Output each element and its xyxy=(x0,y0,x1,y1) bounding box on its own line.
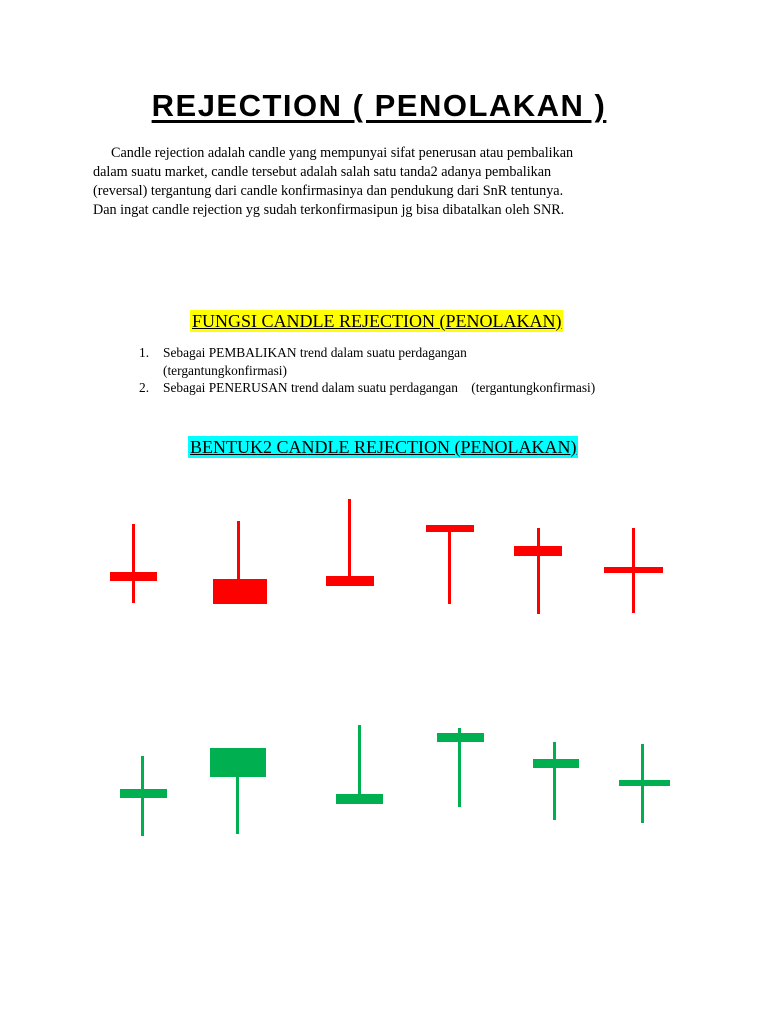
section-heading-fungsi: FUNGSI CANDLE REJECTION (PENOLAKAN) xyxy=(192,311,562,331)
list-text: Sebagai PEMBALIKAN trend dalam suatu perdagangan xyxy=(163,345,467,360)
green-candle-3 xyxy=(336,725,383,804)
green-candle-row xyxy=(120,725,670,836)
page-title: REJECTION ( PENOLAKAN ) xyxy=(151,88,607,123)
red-candle-5 xyxy=(514,528,562,614)
red-candle-4 xyxy=(426,525,474,604)
list-text-continuation: (tergantungkonfirmasi) xyxy=(163,362,287,378)
list-number: 2. xyxy=(139,380,150,395)
green-candle-4 xyxy=(437,728,484,807)
intro-line: (reversal) tergantung dari candle konfirmasinya dan pendukung dari SnR tentunya. xyxy=(93,183,564,199)
red-candle-3 xyxy=(326,499,374,586)
green-candle-1 xyxy=(120,756,167,836)
green-candle-2 xyxy=(210,748,266,834)
green-candle-5 xyxy=(533,742,579,820)
red-candle-row xyxy=(110,499,663,614)
intro-line: Candle rejection adalah candle yang mempunyai sifat penerusan atau pembalikan xyxy=(111,145,574,161)
red-candle-1 xyxy=(110,524,157,603)
green-candle-6 xyxy=(619,744,670,823)
red-candle-6 xyxy=(604,528,663,613)
list-number: 1. xyxy=(139,345,150,360)
intro-line: dalam suatu market, candle tersebut adalah salah satu tanda2 adanya pembalikan xyxy=(93,164,552,180)
list-text: Sebagai PENERUSAN trend dalam suatu perdagangan (tergantungkonfirmasi) xyxy=(163,380,596,395)
red-candle-2 xyxy=(213,521,267,604)
section-heading-bentuk: BENTUK2 CANDLE REJECTION (PENOLAKAN) xyxy=(190,437,577,457)
intro-line: Dan ingat candle rejection yg sudah terkonfirmasipun jg bisa dibatalkan oleh SNR. xyxy=(93,202,565,218)
